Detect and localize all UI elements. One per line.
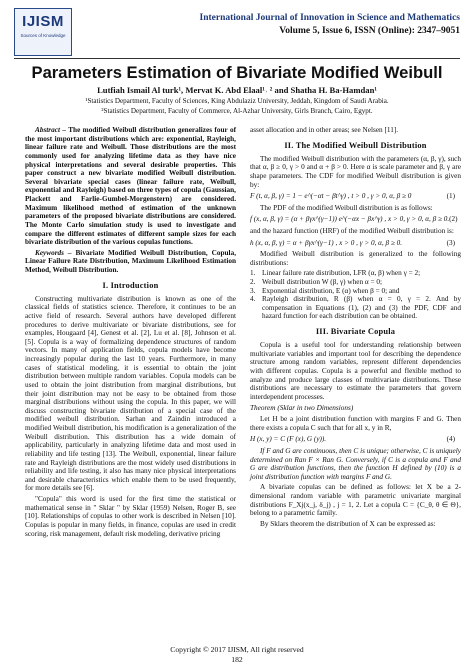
equation-1: [250, 192, 461, 201]
copula-paragraph-5: By Sklars theorem the distribution of X can be expressed as:: [260, 519, 436, 528]
continued-paragraph: asset allocation and in other areas; see Nelsen [11].: [250, 126, 399, 134]
affiliation-2: ²Statistics Department, Faculty of Commerce, Al-Azhar University, Girls Branch, Cairo, Egypt.: [101, 107, 373, 115]
copula-paragraph-1: Copula is a useful tool for understanding relationship between multivariate variables and important tool for describing the dependence structure among random variables, represent different dependencies with different copulas. Copula is a powerful and flexible method to analyze and produce large classes of multivariate distributions. These distributions are necessary to estimate the parameters that govern interdependent processes.: [250, 341, 461, 401]
journal-header: [14, 8, 460, 62]
equation-4-body: H (x, y) = C (F (x), G (y)).: [250, 435, 327, 444]
special-cases-list: [250, 269, 461, 321]
list-item-text: Rayleigh distribution, R (β) when α = 0, γ = 2. And by compensation in Equations (1), (2) and (3) the PDF, CDF and hazard function for each distribution can be obtained.: [262, 295, 461, 321]
list-item-text: Linear failure rate distribution, LFR (α, β) when γ = 2;: [262, 269, 421, 278]
copula-paragraph-3: If F and G are continuous, then C is unique; otherwise, C is uniquely determined on Ran F × Ran G. Conversely, if C is a copula and F and G are distribution functions, then the function H defined by (10) is a joint distribution function with margins F and G.: [250, 446, 461, 481]
list-item: [250, 278, 461, 287]
mw-paragraph-3: and the hazard function (HRF) of the modified Weibull distribution is:: [250, 226, 454, 235]
journal-info: [200, 12, 460, 38]
abstract-text: The modified Weibull distribution generalizes four of the most important distributions which are: exponential, Rayleigh, linear failure rate and Weibull. Those distributions are the most commonly used for analyzing lifetime data as they have nice physical interpretations and several desirable properties. This paper construct a new bivariate modified Weibull distribution. Several bivariate special cases (linear failure rate, Weibull, exponential and Rayleigh) based on three types of copula (Gaussian, Plackett and Farlie-Gumbel-Morgenstern) are considered. Maximum likelihood method of estimation of the unknown parameters of the proposed bivariate distributions are considered. The Monte Carlo simulation study is used to investigate and compare the different estimates of different sample sizes for each bivariate distribution of the various copulas functions.: [25, 126, 236, 247]
equation-3: [250, 239, 461, 248]
abstract: [25, 126, 236, 247]
list-item-number: 1.: [250, 269, 256, 278]
paper-authors: Lutfiah Ismail Al turk¹, Mervat K. Abd Elaal¹˒ ² and Shatha H. Ba-Hamdan¹: [97, 85, 377, 95]
mw-paragraph-2: The PDF of the modified Weibull distribution is as follows:: [260, 203, 433, 212]
journal-logo: [14, 8, 72, 56]
equation-4-number: (4): [446, 435, 455, 444]
list-item: [250, 269, 461, 278]
keywords: [25, 249, 236, 275]
page-footer: [0, 645, 474, 665]
abstract-label: Abstract –: [35, 126, 66, 134]
logo-text: IJISM: [22, 13, 64, 30]
equation-2: [250, 215, 461, 224]
copula-paragraph-4: A bivariate copulas can be defined as follows: let X be a 2-dimensional random variable with parametric univariate marginal distributions F_Xj(x_j, δ_j) , j = 1, 2. Let a copula C = {C_θ, θ ∈ Θ}, belong to a parametric family.: [250, 483, 461, 518]
list-item: [250, 287, 461, 296]
volume-issn: Volume 5, Issue 6, ISSN (Online): 2347–9051: [279, 25, 460, 36]
list-item-number: 3.: [250, 286, 256, 295]
right-column: [250, 126, 461, 531]
affiliation-1: ¹Statistics Department, Faculty of Sciences, King Abdulaziz University, Jeddah, Kingdom of Saudi Arabia.: [85, 97, 389, 105]
mw-paragraph-1: The modified Weibull distribution with the parameters (α, β, γ), such that α, β ≥ 0, γ > 0 and α + β > 0. Here α is scale parameter and β, γ are shape parameters. The CDF for modified Weibull distribution is given by:: [250, 154, 461, 189]
equation-3-number: (3): [446, 238, 455, 247]
equation-3-body: h (x, α, β, γ) = α + βγx^(γ−1) , x > 0 , γ > 0, α, β ≥ 0.: [250, 238, 403, 247]
journal-name: International Journal of Innovation in Science and Mathematics: [199, 13, 460, 23]
list-item-text: Weibull distribution W (β, γ) when α = 0;: [262, 277, 383, 286]
intro-paragraph-2: "Copula" this word is used for the first time the statistical or mathematical sense in " Sklar " by Sklar (1959) Nelsen, Roger B, see [10]. Relationships of copulas to other work is described in Nelsen [10]. Copulas is popular in many fields, in finance, copulas are used in credit scoring, risk management, default risk modeling, derivative pricing: [25, 495, 236, 538]
logo-subtext: Sources of Knowledge: [20, 33, 66, 38]
list-item: [250, 295, 461, 321]
header-rule: [14, 58, 460, 59]
section-heading-bivariate-copula: III. Bivariate Copula: [315, 327, 396, 337]
copula-paragraph-2: Let H be a joint distribution function with margins F and G. Then there exists a copula C such that for all x, y in R,: [250, 415, 461, 432]
equation-2-body: f (x, α, β, γ) = (α + βγx^(γ−1)) e^(−αx − βx^γ) , x > 0, γ > 0, α, β ≥ 0.: [250, 215, 450, 224]
equation-1-number: (1): [446, 192, 455, 201]
equation-2-number: (2): [449, 215, 458, 224]
left-column: [25, 126, 236, 540]
intro-paragraph-1: Constructing multivariate distribution is known as one of the classical fields of statistics science. Therefore, it continues to be an active field of research. Several authors have developed different procedures to derive multivariate or bivariate distributions, see for examples, Hougaard [4], Genest et al. [2], Lu et al. [8], Johnson et al. [5]. Copula is a way of formalizing dependence structures of random vectors. In many of application fields, copula models have become increasingly popular during the last 10 years. Furthermore, in many cases of statistical modeling, it is essential to obtain the joint distribution between multiple random variables. Copula models can be used to obtain the joint distribution from marginal distributions, but their joint distribution may not be easy to be obtained from those marginal distributions without using the copula. In this paper, we will discuss constructing bivariate distribution of a special case of the modified weibull distribution. Sarhan and Zaindin introduced a modified Weibull distribution, his modification is a generalization of the Weibull distribution. This distribution has a wide domain of applicability, particularly in analyzing lifetime data and most used in reliability and life testing [13]. The Weibull, exponential, linear failure rate and Rayleigh distributions are the most widely used distributions in reliability and life testing, it also has many nice physical interpretations and desirable characteristics which enable them to be used frequently, for more details see [6].: [25, 294, 236, 493]
section-heading-modified-weibull: II. The Modified Weibull Distribution: [284, 140, 427, 150]
keywords-text: Bivariate Modified Weibull Distribution, Copula, Linear Failure Rate Distribution, Maximum Likelihood Estimation Method, Weibull Distribution.: [25, 248, 237, 274]
keywords-label: Keywords –: [35, 248, 72, 257]
theorem-heading: Theorem (Sklar in two Dimensions): [250, 404, 354, 413]
section-heading-introduction: I. Introduction: [102, 280, 159, 290]
list-item-text: Exponential distribution, E (α) when β = 0; and: [262, 286, 400, 295]
list-item-number: 4.: [250, 295, 256, 304]
equation-1-body: F (t, α, β, γ) = 1 − e^(−αt − βt^γ) , t > 0 , γ > 0, α, β ≥ 0: [250, 192, 412, 201]
paper-title: Parameters Estimation of Bivariate Modified Weibull: [31, 63, 443, 82]
copyright: Copyright © 2017 IJISM, All right reserved: [170, 645, 304, 654]
equation-4: [250, 435, 461, 444]
mw-paragraph-4: Modified Weibull distribution is generalized to the following distributions:: [250, 250, 461, 267]
page-number: 182: [231, 654, 243, 664]
list-item-number: 2.: [250, 277, 256, 286]
